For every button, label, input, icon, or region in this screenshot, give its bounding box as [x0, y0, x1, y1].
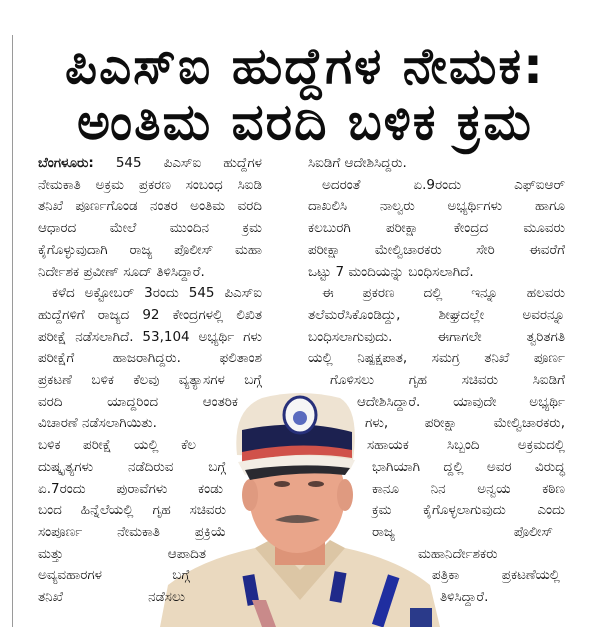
headline-line-1: ಪಿಎಸ್‌ಐ ಹುದ್ದೆಗಳ ನೇಮಕ:: [65, 37, 545, 95]
article-line: ವರದಿ ಯಾದ್ದರಿಂದ ಆಂತರಿಕ: [38, 393, 238, 410]
article-line: ಬಳಿಕ ಪರೀಕ್ಷೆ ಯಲ್ಲಿ ಕೆಲ: [38, 437, 196, 454]
article-line: ಸಹಾಯಕ ಸಿಬ್ಬಂದಿ ಅಕ್ರಮದಲ್ಲಿ: [367, 437, 565, 454]
article-line: ವಿಚಾರಣೆ ನಡೆಸಲಾಗಿಯಿತು.: [38, 415, 157, 432]
article-line: ಕಳೆದ ಅಕ್ಟೋಬರ್ 3ರಂದು 545 ಪಿಎಸ್‌ಐ: [52, 285, 262, 302]
article-line: ನೇಮಕಾತಿ ಅಕ್ರಮ ಪ್ರಕರಣ ಸಂಬಂಧ ಸಿಐಡಿ: [38, 176, 262, 193]
article-line: ನಿರ್ದೇಶಕ ಪ್ರವೀಣ್ ಸೂದ್ ತಿಳಿಸಿದ್ದಾರೆ.: [38, 263, 205, 280]
article-line: ಮತ್ತು ಆಪಾದಿತ: [38, 545, 206, 562]
article-line: ತಿಳಿಸಿದ್ದಾರೆ.: [440, 589, 489, 605]
article-line: ದಾಖಲಿಸಿ ನಾಲ್ವರು ಅಭ್ಯರ್ಥಿಗಳು ಹಾಗೂ: [308, 198, 565, 215]
article-line: ಅವ್ಯವಹಾರಗಳ ಬಗ್ಗೆ: [38, 567, 190, 584]
article-line: [38, 152, 262, 174]
article-line: ಪರೀಕ್ಷೆಗೆ ಹಾಜರಾಗಿದ್ದರು. ಫಲಿತಾಂಶ: [38, 350, 262, 367]
article-line: ಮಹಾನಿರ್ದೇಶಕರು: [418, 545, 498, 562]
article-line: ತನಿಖೆ ನಡೆಸಲು: [38, 589, 185, 605]
article-line: ರಾಜ್ಯ ಪೊಲೀಸ್: [372, 523, 553, 540]
article-line: ತಲೆಮರೆಸಿಕೊಂಡಿದ್ದು, ಶೀಘ್ರದಲ್ಲೇ ಅವರನ್ನೂ: [308, 306, 565, 323]
article-line: ತನಿಖೆ ಪೂರ್ಣಗೊಂಡ ನಂತರ ಅಂತಿಮ ವರದಿ: [38, 198, 262, 215]
article-line: ಸಿಐಡಿಗೆ ಆದೇಶಿಸಿದ್ದರು.: [308, 155, 407, 171]
article-line-text: 545 ಪಿಎಸ್‌ಐ ಹುದ್ದೆಗಳ: [93, 155, 262, 171]
article-line: ಪರೀಕ್ಷಾ ಮೇಲ್ವಿಚಾರಕರು ಸೇರಿ ಈವರೆಗೆ: [308, 241, 565, 258]
article-line: ಕಾನೂ ನಿನ ಅನ್ವಯ ಕಠಿಣ: [372, 480, 565, 497]
article-line: ಬಂಧಿಸಲಾಗುವುದು. ಈಗಾಗಲೇ ತ್ವರಿತಗತಿ: [308, 328, 565, 345]
article-line: ಏ.7ರಂದು ಪುರಾವೆಗಳು ಕಂಡು: [38, 480, 223, 497]
article-line: ಬಂದ ಹಿನ್ನೆಲೆಯಲ್ಲಿ ಗೃಹ ಸಚಿವರು: [38, 502, 226, 519]
article-line: ಈ ಪ್ರಕರಣ ದಲ್ಲಿ ಇನ್ನೂ ಹಲವರು: [322, 285, 565, 302]
article-line: ಆದೇಶಿಸಿದ್ದಾರೆ. ಯಾವುದೇ ಅಭ್ಯರ್ಥಿ: [357, 393, 565, 410]
article-line: ದುಷ್ಕೃತ್ಯಗಳು ನಡೆದಿರುವ ಬಗ್ಗೆ: [38, 458, 226, 475]
article-line: ಗಳು, ಪರೀಕ್ಷಾ ಮೇಲ್ವಿಚಾರಕರು,: [365, 415, 565, 432]
article-line: ಭಾಗಿಯಾಗಿ ದ್ದಲ್ಲಿ ಅವರ ವಿರುದ್ಧ: [372, 458, 565, 475]
dateline: ಬೆಂಗಳೂರು:: [38, 155, 94, 171]
article-line: ಕೈಗೊಳ್ಳುವುದಾಗಿ ರಾಜ್ಯ ಪೊಲೀಸ್ ಮಹಾ: [38, 241, 262, 258]
article-line: ಪತ್ರಿಕಾ ಪ್ರಕಟಣೆಯಲ್ಲಿ: [432, 567, 560, 584]
article-line: ಸಂಪೂರ್ಣ ನೇಮಕಾತಿ ಪ್ರಕ್ರಿಯೆ: [38, 523, 226, 540]
article-line: ಗೊಳಿಸಲು ಗೃಹ ಸಚಿವರು ಸಿಐಡಿಗೆ: [330, 372, 565, 388]
article-line: ಕಲಬುರಗಿ ಪರೀಕ್ಷಾ ಕೇಂದ್ರದ ಮೂವರು: [308, 220, 565, 237]
article-line: ಹುದ್ದೆಗಳಿಗೆ ರಾಜ್ಯದ 92 ಕೇಂದ್ರಗಳಲ್ಲಿ ಲಿಖಿತ: [38, 306, 262, 323]
article-line: ಪರೀಕ್ಷೆ ನಡೆಸಲಾಗಿದೆ. 53,104 ಅಭ್ಯರ್ಥಿ ಗಳು: [38, 328, 262, 345]
headline-line-2: ಅಂತಿಮ ವರದಿ ಬಳಿಕ ಕ್ರಮ: [77, 93, 533, 151]
article-line: ಆಧಾರದ ಮೇಲೆ ಮುಂದಿನ ಕ್ರಮ: [38, 220, 262, 237]
article-line: ಪ್ರಕಟಣೆ ಬಳಿಕ ಕೆಲವು ವ್ಯತ್ಯಾಸಗಳ ಬಗ್ಗೆ: [38, 372, 262, 388]
article-line: ಯಲ್ಲಿ ನಿಷ್ಪಕ್ಷಪಾತ, ಸಮಗ್ರ ತನಿಖೆ ಪೂರ್ಣ: [308, 350, 565, 367]
article-line: ಕ್ರಮ ಕೈಗೊಳ್ಳಲಾಗುವುದು ಎಂದು: [372, 502, 565, 519]
article-line: ಅದರಂತೆ ಏ.9ರಂದು ಎಫ್‌ಐಆರ್: [322, 176, 565, 193]
article-line: ಒಟ್ಟು 7 ಮಂದಿಯನ್ನು ಬಂಧಿಸಲಾಗಿದೆ.: [308, 263, 474, 280]
